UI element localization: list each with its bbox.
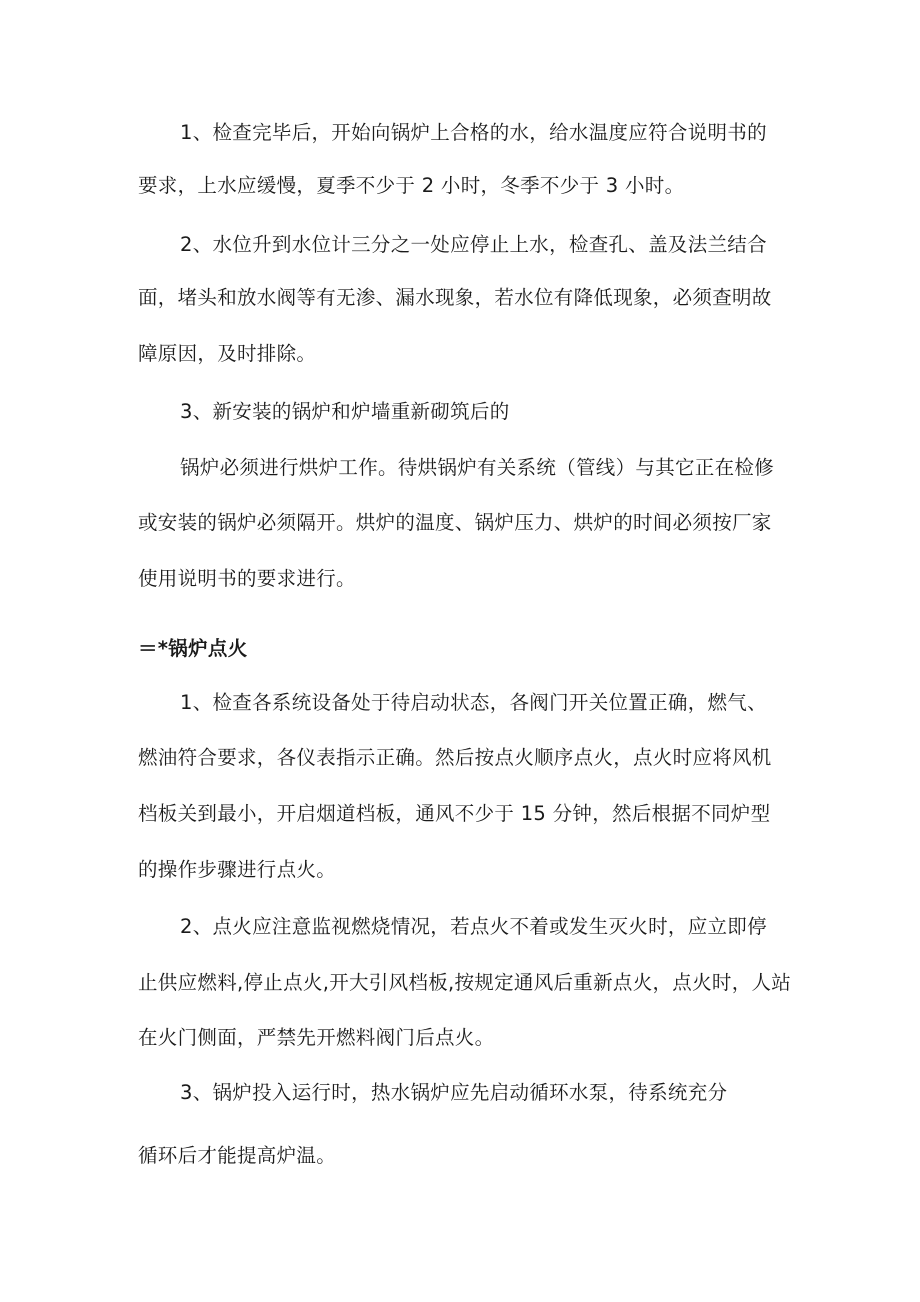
text-line-18: 3、锅炉投入运行时，热水锅炉应先启动循环水泵，待系统充分 [180, 1081, 728, 1104]
text-line-15: 2、点火应注意监视燃烧情况，若点火不着或发生灭火时，应立即停 [180, 915, 767, 938]
text-line-12: 燃油符合要求，各仪表指示正确。然后按点火顺序点火，点火时应将风机 [138, 746, 772, 769]
text-line-9: 使用说明书的要求进行。 [138, 567, 356, 590]
text-line-19: 循环后才能提高炉温。 [138, 1144, 337, 1167]
text-line-13: 档板关到最小，开启烟道档板，通风不少于 15 分钟，然后根据不同炉型 [138, 802, 771, 825]
text-line-17: 在火门侧面，严禁先开燃料阀门后点火。 [138, 1026, 495, 1049]
text-line-7: 锅炉必须进行烘炉工作。待烘锅炉有关系统（管线）与其它正在检修 [180, 456, 775, 479]
section-heading: ＝*锅炉点火 [138, 637, 248, 660]
text-line-14: 的操作步骤进行点火。 [138, 858, 337, 881]
text-line-8: 或安装的锅炉必须隔开。烘炉的温度、锅炉压力、烘炉的时间必须按厂家 [138, 511, 772, 534]
text-line-2: 要求，上水应缓慢，夏季不少于 2 小时，冬季不少于 3 小时。 [138, 174, 685, 197]
text-line-3: 2、水位升到水位计三分之一处应停止上水，检查孔、盖及法兰结合 [180, 233, 767, 256]
text-line-16: 止供应燃料,停止点火,开大引风档板,按规定通风后重新点火，点火时，人站 [138, 971, 792, 994]
text-line-11: 1、检查各系统设备处于待启动状态，各阀门开关位置正确，燃气、 [180, 691, 767, 714]
text-line-1: 1、检查完毕后，开始向锅炉上合格的水，给水温度应符合说明书的 [180, 121, 767, 144]
text-line-5: 障原因，及时排除。 [138, 342, 317, 365]
text-line-6: 3、新安装的锅炉和炉墙重新砌筑后的 [180, 400, 510, 423]
text-line-4: 面，堵头和放水阀等有无渗、漏水现象，若水位有降低现象，必须查明故 [138, 286, 772, 309]
